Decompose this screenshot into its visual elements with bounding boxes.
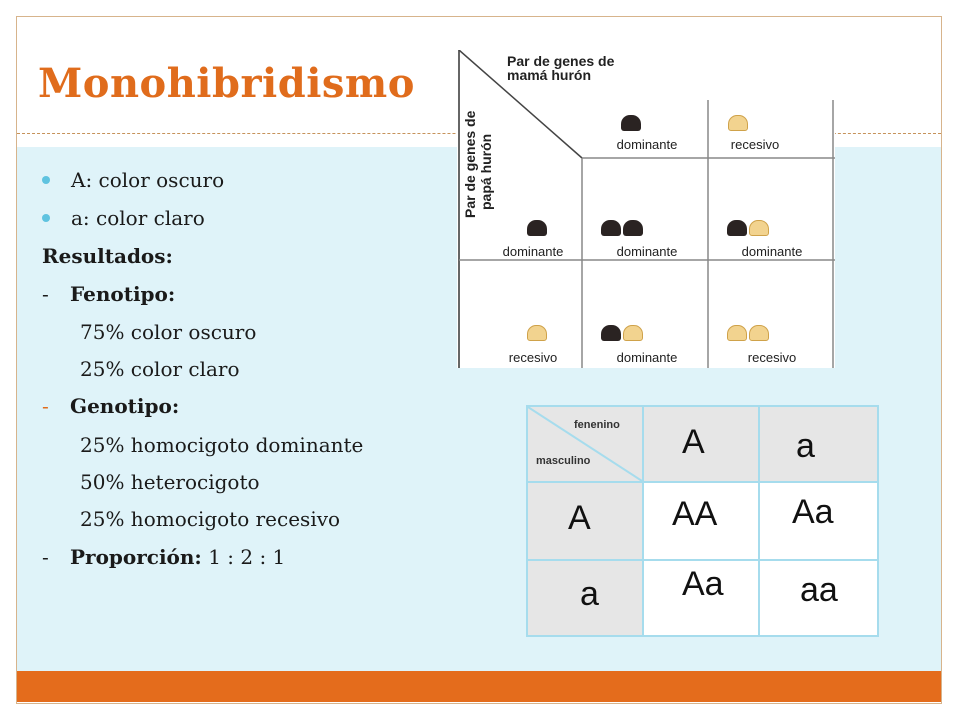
phenotype-item: 75% color oscuro [80, 320, 257, 344]
dark-ferret-icon [601, 325, 621, 341]
col-header: a [796, 427, 815, 465]
proportion-label: Proporción: [70, 545, 202, 569]
genotype-label: Genotipo: [70, 394, 180, 418]
genotype-cell [758, 559, 879, 637]
cell-label: dominante [616, 350, 678, 365]
dash-marker: - [42, 282, 49, 306]
row-header: a [580, 575, 599, 613]
bullet-item: a: color claro [71, 206, 205, 230]
mother-header-line2: mamá hurón [507, 67, 592, 83]
bullet-icon [42, 176, 50, 184]
cell-label: recesivo [747, 350, 797, 365]
col-header-cell [642, 405, 760, 483]
phenotype-label: Fenotipo: [70, 282, 176, 306]
light-ferret-icon [623, 325, 643, 341]
dark-ferret-icon [727, 220, 747, 236]
row-header-cell [526, 559, 644, 637]
dark-ferret-icon [623, 220, 643, 236]
row-header: A [568, 499, 591, 537]
genotype-value: Aa [792, 493, 834, 531]
col-label: recesivo [730, 137, 780, 152]
genotype-cell [758, 481, 879, 561]
proportion-line [42, 545, 285, 569]
results-heading: Resultados: [42, 244, 173, 268]
row-header-cell [526, 481, 644, 561]
ferret-grid-lines [457, 50, 835, 368]
light-ferret-icon [728, 115, 748, 131]
father-header-line2: papá hurón [478, 133, 494, 210]
dark-ferret-icon [601, 220, 621, 236]
light-ferret-icon [749, 220, 769, 236]
proportion-value: 1 : 2 : 1 [208, 545, 286, 569]
genotype-cell [642, 481, 760, 561]
genotype-item: 50% heterocigoto [80, 470, 260, 494]
genotype-value: AA [672, 495, 718, 533]
father-header-line1: Par de genes de [462, 110, 478, 218]
col-header: A [682, 423, 705, 461]
dash-marker: - [42, 545, 49, 569]
genotype-punnett-table [526, 405, 879, 637]
col-header-cell [758, 405, 879, 483]
light-ferret-icon [527, 325, 547, 341]
genotype-value: Aa [682, 565, 724, 603]
dark-ferret-icon [527, 220, 547, 236]
cell-label: dominante [616, 244, 678, 259]
genotype-item: 25% homocigoto dominante [80, 433, 364, 457]
row-label: recesivo [508, 350, 558, 365]
phenotype-line [42, 282, 175, 306]
genotype-cell [642, 559, 760, 637]
genotype-line [42, 394, 179, 418]
genotype-item: 25% homocigoto recesivo [80, 507, 341, 531]
bullet-item: A: color oscuro [71, 168, 225, 192]
corner-top-label: fenenino [574, 419, 620, 431]
ferret-punnett-diagram [457, 50, 835, 368]
cell-label: dominante [741, 244, 803, 259]
genotype-value: aa [800, 571, 838, 609]
footer-bar [17, 671, 941, 702]
row-label: dominante [502, 244, 564, 259]
phenotype-item: 25% color claro [80, 357, 240, 381]
page-title: Monohibridismo [38, 60, 415, 107]
corner-cell [526, 405, 644, 483]
dark-ferret-icon [621, 115, 641, 131]
light-ferret-icon [749, 325, 769, 341]
corner-bottom-label: masculino [536, 455, 591, 467]
col-label: dominante [616, 137, 678, 152]
bullet-icon [42, 214, 50, 222]
mother-header-line1: Par de genes de [507, 53, 615, 69]
light-ferret-icon [727, 325, 747, 341]
dash-marker: - [42, 394, 49, 418]
